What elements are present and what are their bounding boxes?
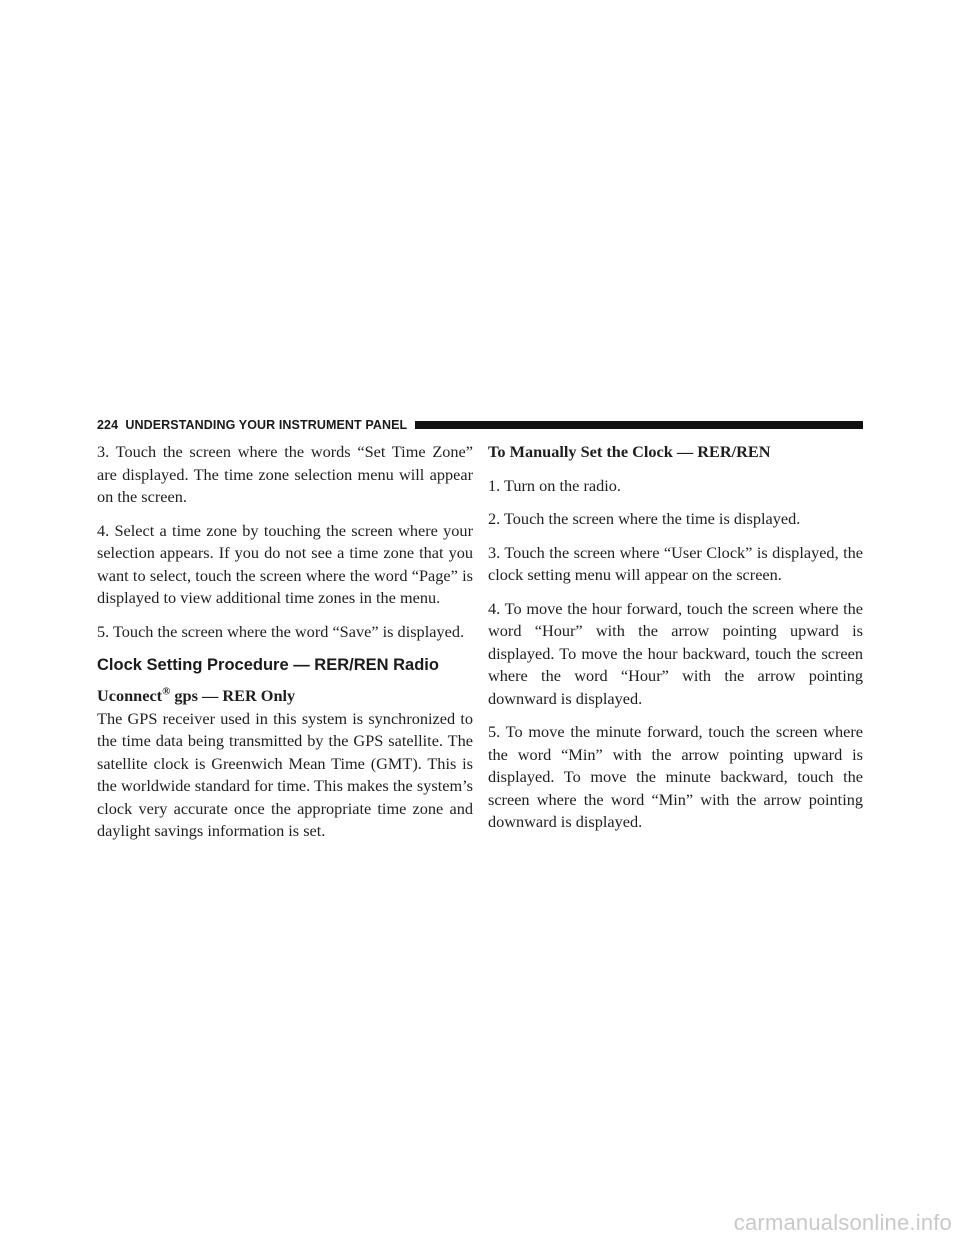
right-step-1: 1. Turn on the radio. xyxy=(488,475,621,495)
right-step-4: 4. To move the hour forward, touch the screen where the word “Hour” with the arrow pointing upward is displayed. To move the hour backward, touch the screen where the word “Hour” with the arrow pointing downward is displayed. xyxy=(488,598,863,708)
manual-clock-heading: To Manually Set the Clock — RER/REN xyxy=(488,442,771,461)
left-step-3: 3. Touch the screen where the words “Set Time Zone” are displayed. The time zone selection menu will appear on the screen. xyxy=(97,442,473,506)
page-header xyxy=(97,417,863,433)
left-step-5: 5. Touch the screen where the word “Save” is displayed. xyxy=(97,621,465,641)
right-column xyxy=(488,441,863,845)
gps-body-text: The GPS receiver used in this system is synchronized to the time data being transmitted by the GPS satellite. The satellite clock is Greenwich Mean Time (GMT). This is the worldwide standard for time. This makes the system’s clock very accurate once the appropriate time zone and daylight savings information is set. xyxy=(97,708,473,840)
section-heading: Clock Setting Procedure — RER/REN Radio xyxy=(97,656,439,674)
subheading-rest: gps — RER Only xyxy=(170,686,296,705)
subheading-brand: Uconnect xyxy=(97,686,163,705)
section-title: UNDERSTANDING YOUR INSTRUMENT PANEL xyxy=(125,418,408,432)
registered-mark: ® xyxy=(162,685,171,698)
watermark: carmanualsonline.info xyxy=(733,1210,952,1235)
right-step-3: 3. Touch the screen where “User Clock” is displayed, the clock setting menu will appear on the screen. xyxy=(488,542,863,584)
header-rule xyxy=(405,421,863,429)
page-number: 224 xyxy=(97,418,119,432)
left-step-4: 4. Select a time zone by touching the screen where your selection appears. If you do not see a time zone that you want to select, touch the screen where the word “Page” is displayed to view additional time zones in the menu. xyxy=(97,520,473,607)
right-step-5: 5. To move the minute forward, touch the screen where the word “Min” with the arrow pointing upward is displayed. To move the minute backward, touch the screen where the word “Min” with the arrow pointing downward is displayed. xyxy=(488,722,863,831)
right-step-2: 2. Touch the screen where the time is displayed. xyxy=(488,509,801,528)
left-column xyxy=(97,441,473,854)
header-title xyxy=(97,417,415,433)
subheading xyxy=(97,685,473,708)
